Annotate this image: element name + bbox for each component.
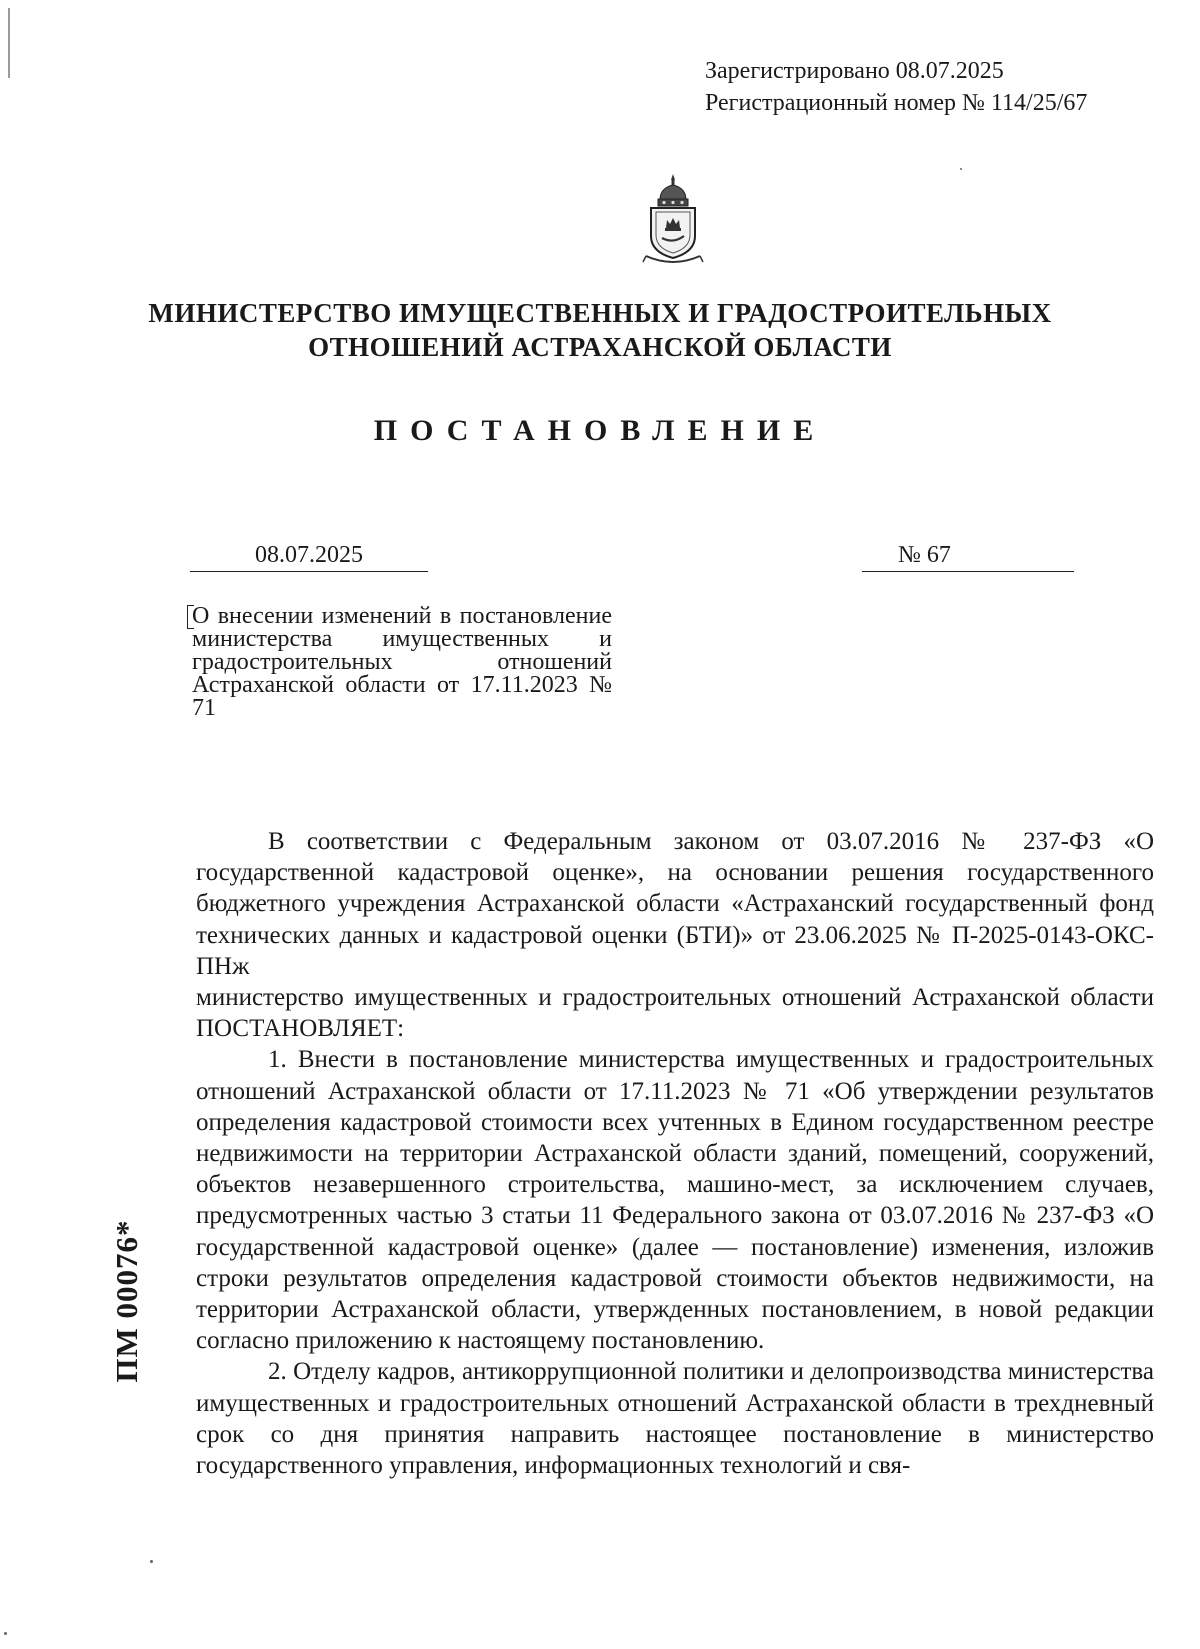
side-stamp-text: ПМ 00076* — [109, 1219, 144, 1383]
organization-name-line-2: ОТНОШЕНИЙ АСТРАХАНСКОЙ ОБЛАСТИ — [308, 332, 892, 362]
body-item-2: 2. Отделу кадров, антикоррупционной политики и делопроизводства министерства имущественных и градостроительных отношений Астраханской области в трехдневный срок со дня принятия направить настоящее постановление в министерство государственного управления, информационных технологий и свя- — [196, 1358, 1154, 1480]
coat-of-arms-icon — [642, 172, 704, 268]
organization-name — [0, 296, 1200, 364]
document-body — [196, 826, 1154, 1481]
body-resolution: министерство имущественных и градостроительных отношений Астраханской области ПОСТАНОВЛЯЕТ: — [196, 984, 1154, 1043]
side-stamp — [104, 1196, 150, 1406]
document-number-field — [862, 542, 1074, 572]
body-item-1: 1. Внести в постановление министерства имущественных и градостроительных отношений Астраханской области от 17.11.2023 № 71 «Об утверждении результатов определения кадастровой стоимости всех учтенных в Едином государственном реестре недвижимости на территории Астраханской области зданий, помещений, сооружений, объектов незавершенного строительства, машино-мест, за исключением случаев, предусмотренных частью 3 статьи 11 Федерального закона от 03.07.2016 № 237-ФЗ «О государственной кадастровой оценке» (далее — постановление) изменения, изложив строки результатов определения кадастровой стоимости объектов недвижимости, на территории Астраханской области, утвержденных постановлением, в новой редакции согласно приложению к настоящему постановлению. — [196, 1046, 1154, 1355]
subject-bracket-mark — [187, 605, 194, 629]
scan-speck — [4, 1632, 7, 1635]
document-date: 08.07.2025 — [190, 542, 428, 572]
registration-date-line: Зарегистрировано 08.07.2025 — [705, 58, 1004, 84]
scan-speck — [960, 168, 962, 170]
body-preamble: В соответствии с Федеральным законом от 03.07.2016 № 237-ФЗ «О государственной кадастровой оценке», на основании решения государственного бюджетного учреждения Астраханской области «Астраханский государственный фонд технических данных и кадастровой оценки (БТИ)» от 23.06.2025 № П-2025-0143-ОКС-ПНж — [196, 828, 1154, 980]
registration-number-line: Регистрационный номер № 114/25/67 — [705, 90, 1088, 116]
scan-speck — [150, 1560, 153, 1563]
organization-name-line-1: МИНИСТЕРСТВО ИМУЩЕСТВЕННЫХ И ГРАДОСТРОИТЕЛЬНЫХ — [148, 298, 1052, 328]
scan-edge-mark — [8, 8, 10, 78]
document-subject — [192, 605, 612, 720]
document-number: № 67 — [898, 542, 951, 568]
document-type-title: ПОСТАНОВЛЕНИЕ — [373, 414, 827, 447]
document-subject-text: О внесении изменений в постановление министерства имущественных и градостроительных отношений Астраханской области от 17.11.2023 № 71 — [192, 603, 612, 721]
